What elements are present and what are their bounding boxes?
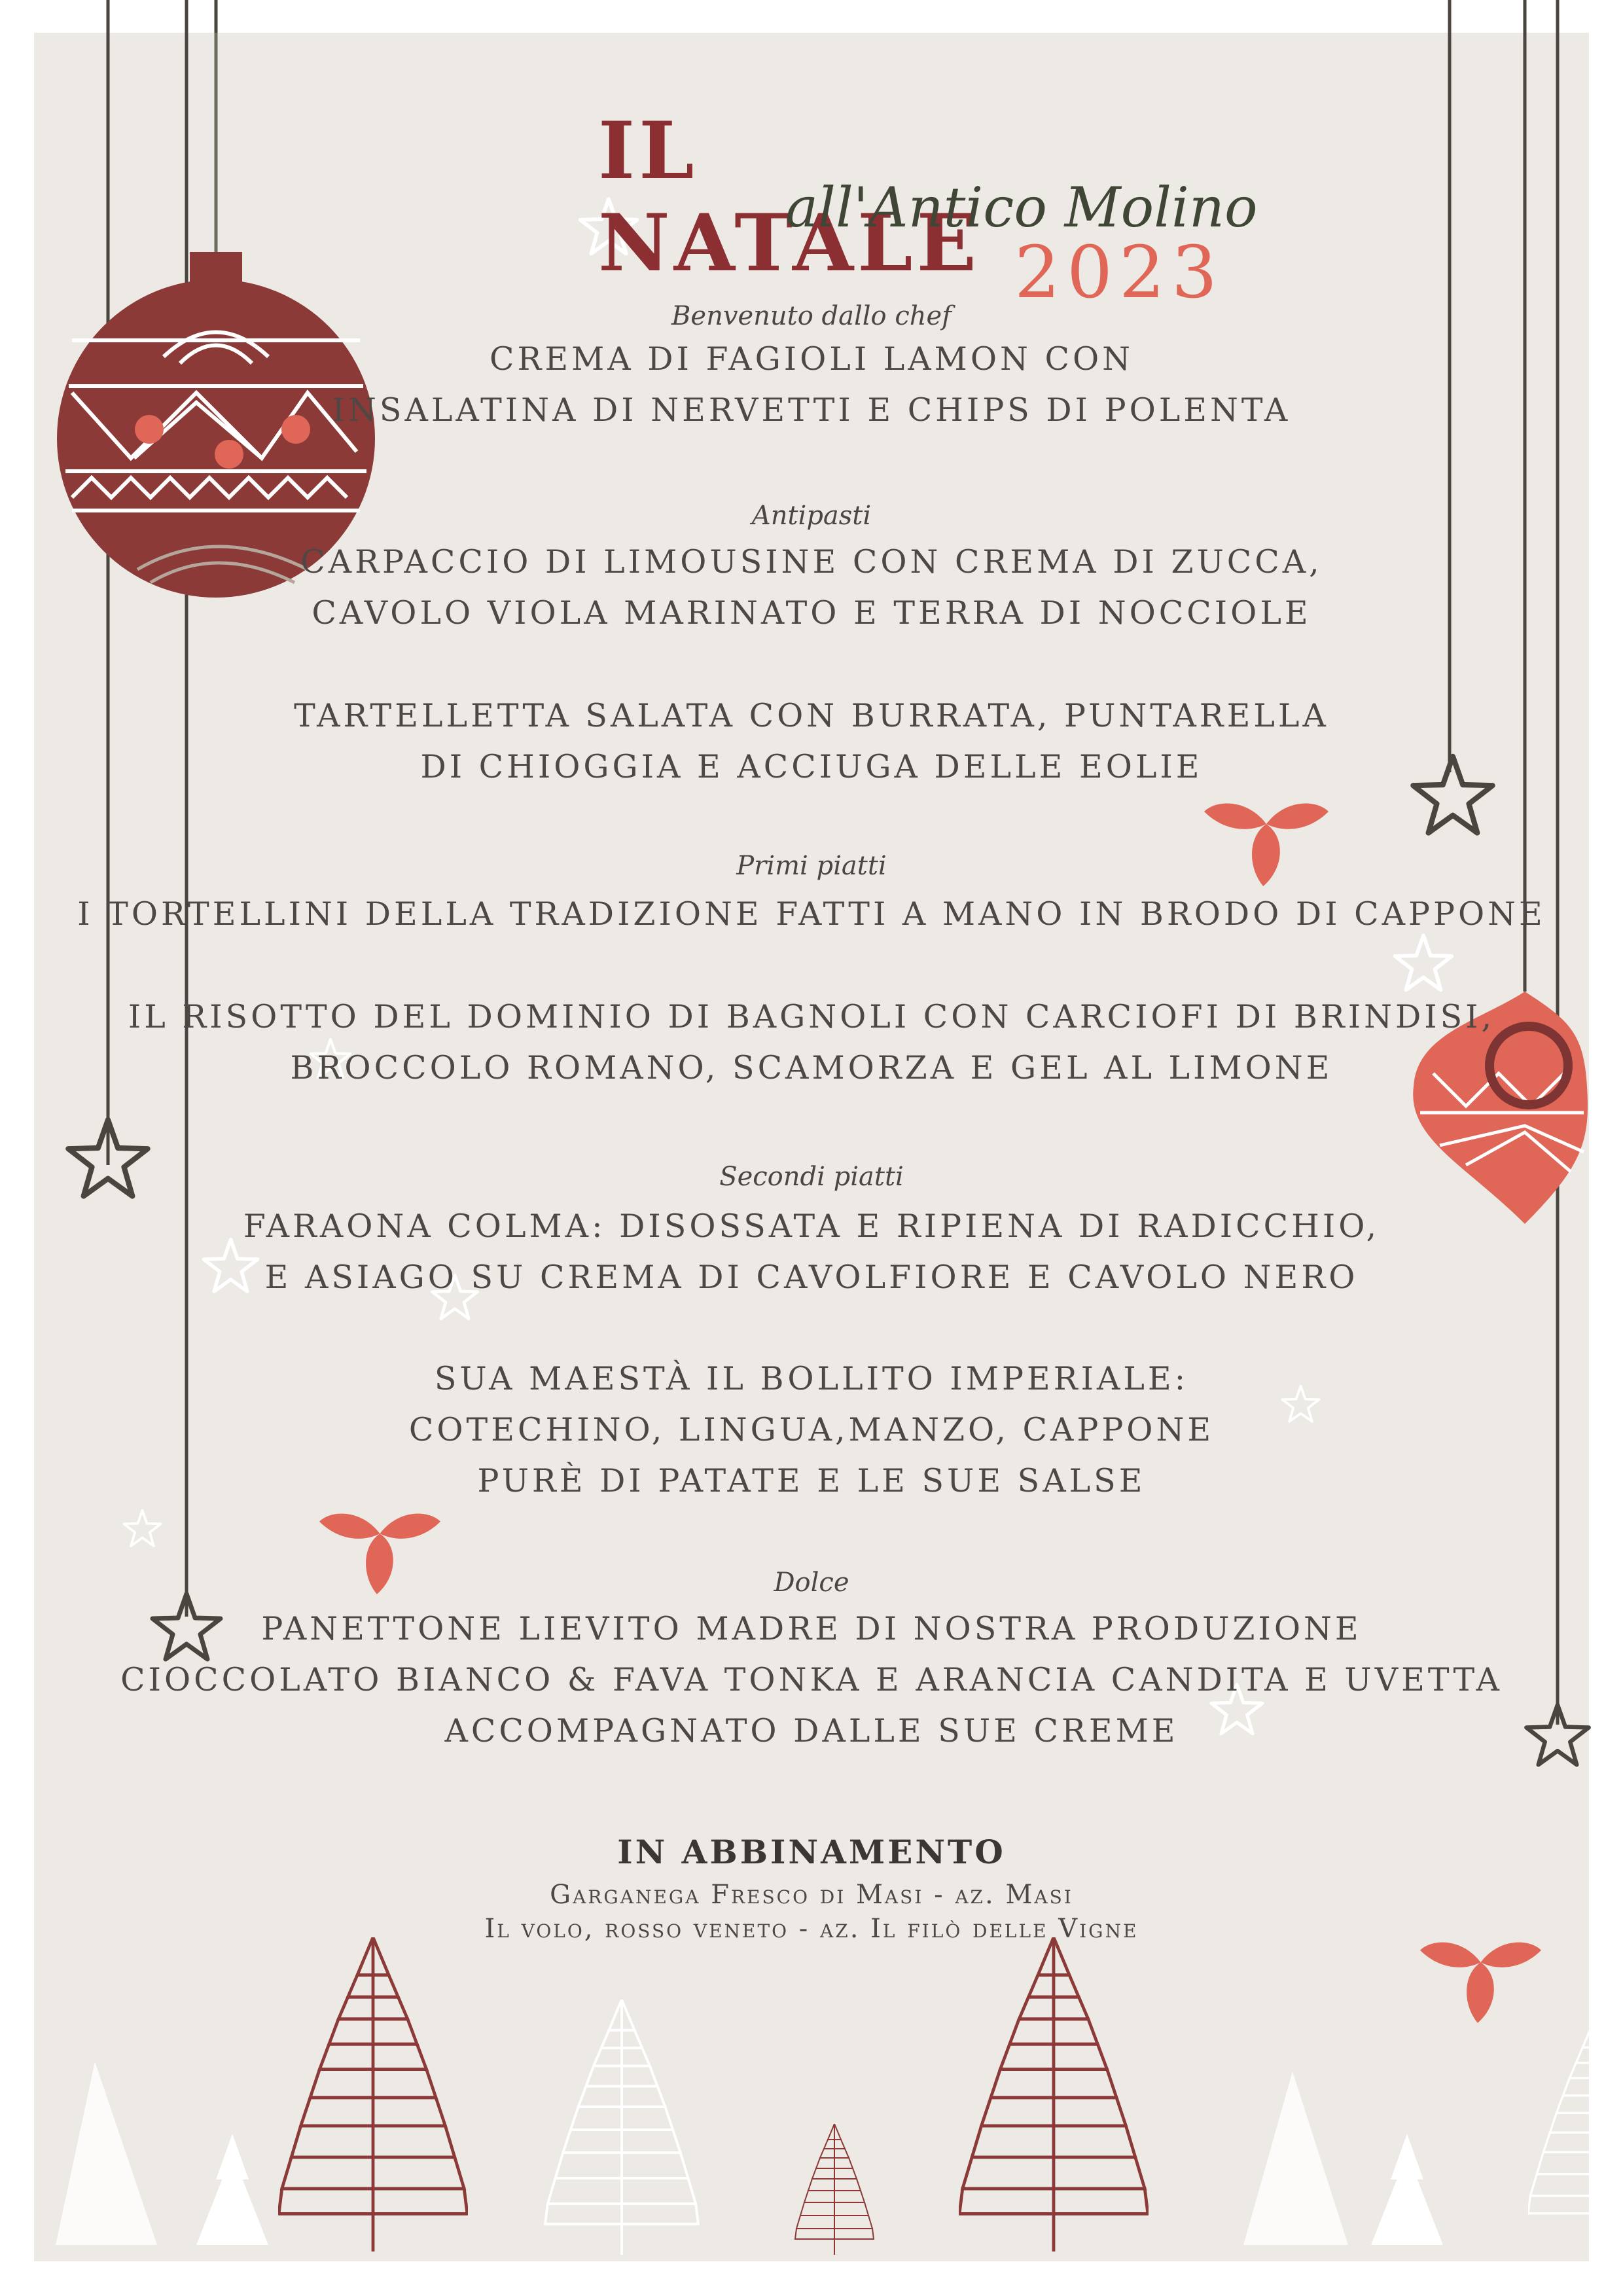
tree-icon: [196, 2134, 268, 2245]
tree-icon: [1528, 2021, 1623, 2239]
dish-line: PANETTONE LIEVITO MADRE DI NOSTRA PRODUZIONE: [261, 1610, 1362, 1647]
tree-icon: [279, 1937, 467, 2251]
dish-line: BROCCOLO ROMANO, SCAMORZA E GEL AL LIMONE: [290, 1049, 1333, 1086]
dish-line: E ASIAGO SU CREMA DI CAVOLFIORE E CAVOLO NERO: [264, 1259, 1359, 1296]
dish-line: ACCOMPAGNATO DALLE SUE CREME: [444, 1712, 1179, 1749]
tree-icon: [1243, 2072, 1348, 2245]
dish-line: FARAONA COLMA: DISOSSATA E RIPIENA DI RADICCHIO,: [243, 1208, 1380, 1245]
page-subtitle: all'Antico Molino: [785, 175, 1258, 240]
dish-line: PURÈ DI PATATE E LE SUE SALSE: [477, 1462, 1146, 1499]
dish-line: SUA MAESTÀ IL BOLLITO IMPERIALE:: [434, 1360, 1189, 1397]
page-title: IL NATALE: [598, 105, 980, 289]
dish-line: CREMA DI FAGIOLI LAMON CON: [489, 340, 1134, 378]
dish-line: CAVOLO VIOLA MARINATO E TERRA DI NOCCIOLE: [312, 594, 1311, 632]
dish-line: DI CHIOGGIA E ACCIUGA DELLE EOLIE: [420, 748, 1203, 785]
wine-line: Il volo, rosso veneto - az. Il filò delle Vigne: [484, 1914, 1139, 1944]
course-label-secondi: Secondi piatti: [719, 1162, 904, 1192]
course-label-antipasti: Antipasti: [751, 501, 872, 531]
leaf-icon: [1420, 1943, 1541, 2023]
dish-line: CARPACCIO DI LIMOUSINE CON CREMA DI ZUCCA,: [300, 543, 1323, 581]
pairing-heading: IN ABBINAMENTO: [617, 1833, 1006, 1871]
dish-line: I TORTELLINI DELLA TRADIZIONE FATTI A MANO IN BRODO DI CAPPONE: [77, 895, 1546, 933]
star-icon: [1395, 935, 1452, 990]
dish-line: TARTELLETTA SALATA CON BURRATA, PUNTARELLA: [294, 697, 1329, 734]
dish-line: COTECHINO, LINGUA,MANZO, CAPPONE: [408, 1411, 1215, 1448]
year: 2023: [1014, 230, 1224, 314]
tree-icon: [56, 2062, 157, 2245]
tree-icon: [959, 1937, 1148, 2251]
dish-line: INSALATINA DI NERVETTI E CHIPS DI POLENTA: [332, 391, 1291, 429]
tree-icon: [545, 2000, 698, 2255]
tree-icon: [1371, 2134, 1443, 2245]
course-label-primi: Primi piatti: [736, 851, 887, 881]
dish-line: IL RISOTTO DEL DOMINIO DI BAGNOLI CON CARCIOFI DI BRINDISI,: [128, 998, 1495, 1035]
dish-line: CIOCCOLATO BIANCO & FAVA TONKA E ARANCIA CANDITA E UVETTA: [120, 1661, 1503, 1698]
tree-icon: [795, 2124, 874, 2255]
wine-line: Garganega Fresco di Masi - az. Masi: [550, 1880, 1073, 1910]
course-label-dolce: Dolce: [774, 1568, 849, 1598]
star-icon: [124, 1511, 160, 1546]
course-label-benvenuto: Benvenuto dallo chef: [671, 301, 952, 331]
